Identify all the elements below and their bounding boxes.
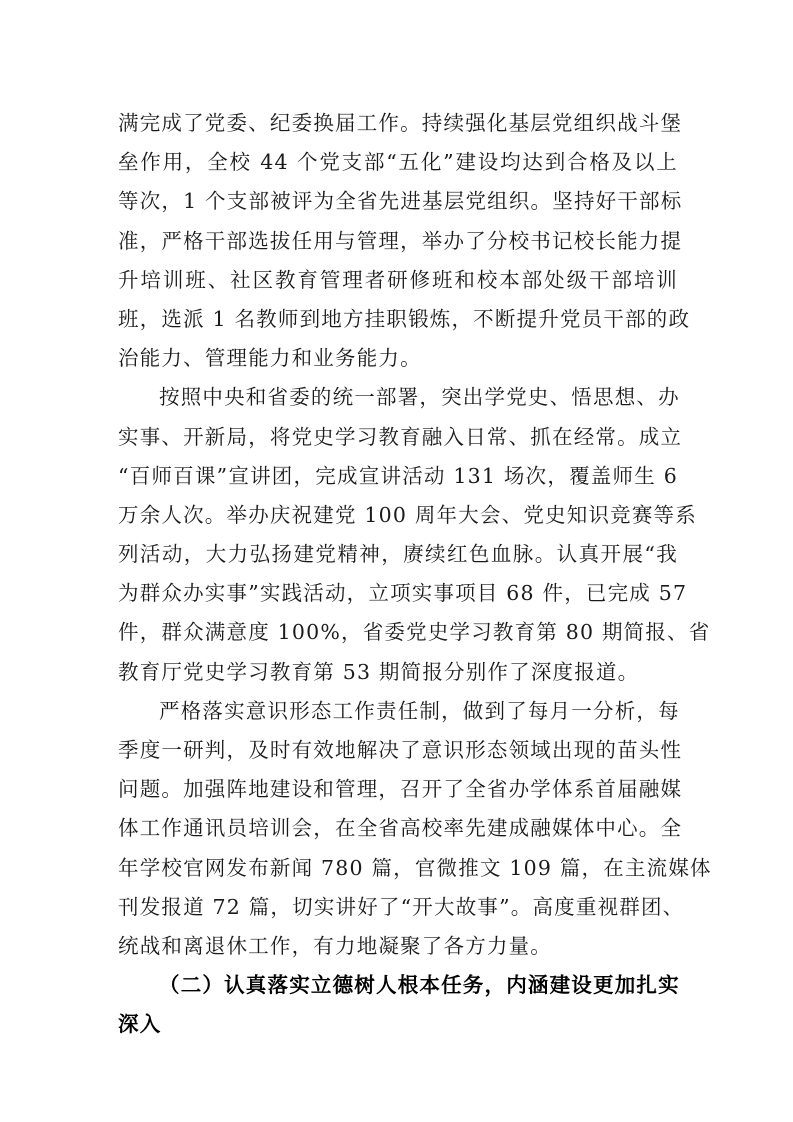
paragraph-line: 年学校官网发布新闻 780 篇，官微推文 109 篇，在主流媒体 (118, 855, 712, 880)
paragraph-line: 万余人次。举办庆祝建党 100 周年大会、党史知识竞赛等系 (118, 502, 697, 527)
paragraph-line: 刊发报道 72 篇，切实讲好了“开大故事”。高度重视群团、 (118, 894, 685, 919)
section-heading-line: （二）认真落实立德树人根本任务，内涵建设更加扎实 (159, 973, 680, 998)
paragraph-line: 实事、开新局，将党史学习教育融入日常、抓在经常。成立 (118, 424, 683, 449)
paragraph-line: 治能力、管理能力和业务能力。 (118, 346, 422, 371)
paragraph-line: 问题。加强阵地建设和管理，召开了全省办学体系首届融媒 (118, 777, 683, 802)
paragraph-line: 体工作通讯员培训会，在全省高校率先建成融媒体中心。全 (118, 816, 683, 841)
paragraph-party-building (118, 104, 691, 378)
paragraph-party-history-education (118, 378, 711, 692)
paragraph-line: 严格落实意识形态工作责任制，做到了每月一分析，每 (159, 698, 680, 723)
paragraph-line: 季度一研判，及时有效地解决了意识形态领域出现的苗头性 (118, 738, 683, 762)
paragraph-line: 升培训班、社区教育管理者研修班和校本部处级干部培训 (118, 267, 678, 292)
paragraph-line: 为群众办实事”实践活动，立项实事项目 68 件，已完成 57 (118, 581, 688, 606)
paragraph-line: 统战和离退休工作，有力地凝聚了各方力量。 (118, 933, 552, 958)
paragraph-line: 按照中央和省委的统一部署，突出学党史、悟思想、办 (159, 385, 680, 410)
paragraph-line: 班，选派 1 名教师到地方挂职锻炼，不断提升党员干部的政 (118, 306, 691, 331)
paragraph-line: 等次，1 个支部被评为全省先进基层党组织。坚持好干部标 (118, 189, 683, 214)
paragraph-line: 满完成了党委、纪委换届工作。持续强化基层党组织战斗堡 (118, 111, 683, 135)
document-body (118, 104, 712, 1045)
paragraph-line: 垒作用，全校 44 个党支部“五化”建设均达到合格及以上 (118, 150, 678, 175)
paragraph-line: 件，群众满意度 100%，省委党史学习教育第 80 期简报、省 (118, 620, 711, 645)
paragraph-ideology-work (118, 692, 712, 966)
section-heading (118, 966, 678, 1044)
section-heading-line: 深入 (118, 1012, 162, 1037)
paragraph-line: 教育厅党史学习教育第 53 期简报分别作了深度报道。 (118, 659, 640, 684)
paragraph-line: 准，严格干部选拔任用与管理，举办了分校书记校长能力提 (118, 228, 683, 253)
paragraph-line: “百师百课”宣讲团，完成宣讲活动 131 场次，覆盖师生 6 (118, 463, 678, 488)
paragraph-line: 列活动，大力弘扬建党精神，赓续红色血脉。认真开展“我 (118, 542, 678, 567)
